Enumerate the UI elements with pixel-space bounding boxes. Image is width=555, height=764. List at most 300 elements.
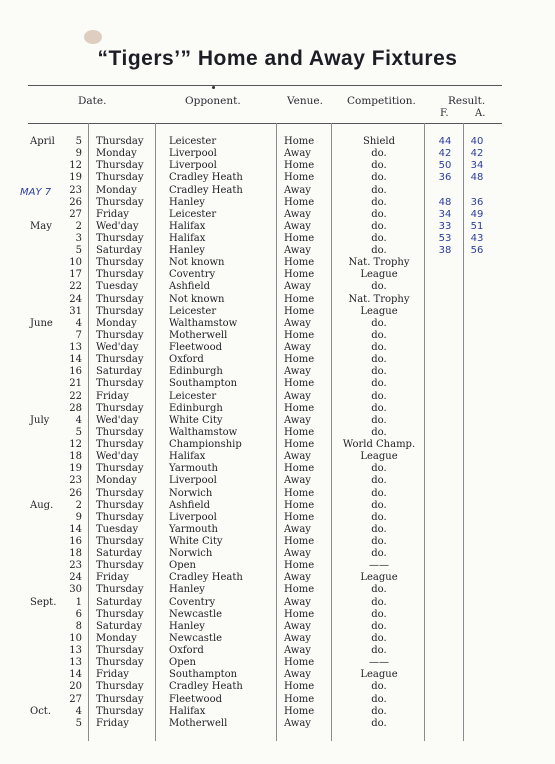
fixture-opponent: Ashfield — [169, 499, 210, 511]
fixture-weekday: Thursday — [96, 693, 144, 705]
header-against: A. — [475, 108, 486, 119]
fixture-competition: do. — [371, 402, 387, 414]
fixture-opponent: Hanley — [169, 196, 205, 208]
fixture-competition: do. — [371, 329, 387, 341]
fixture-day: 5 — [75, 136, 82, 147]
fixture-competition: do. — [371, 390, 387, 402]
fixture-day: 28 — [69, 402, 82, 414]
fixture-opponent: Newcastle — [169, 632, 223, 644]
fixture-weekday: Wed'day — [96, 342, 139, 353]
header-opponent: Opponent. — [185, 95, 241, 107]
fixture-row — [0, 294, 555, 306]
fixture-day: 20 — [69, 681, 82, 693]
fixture-day: 19 — [69, 463, 82, 475]
fixture-opponent: Oxford — [169, 354, 204, 366]
fixture-row — [0, 633, 555, 645]
fixture-day: 18 — [69, 548, 82, 560]
fixture-day: 2 — [75, 220, 82, 232]
fixture-venue: Home — [284, 584, 315, 596]
fixture-row — [0, 366, 555, 378]
fixture-competition: —— — [369, 657, 389, 669]
fixture-weekday: Thursday — [96, 269, 144, 281]
fixture-opponent: Ashfield — [169, 281, 210, 293]
fixture-competition: do. — [371, 172, 387, 184]
fixture-day: 30 — [69, 584, 82, 596]
fixture-weekday: Friday — [96, 572, 129, 584]
result-for: 34 — [438, 208, 452, 220]
fixture-venue: Home — [284, 608, 315, 620]
fixture-row — [0, 609, 555, 621]
fixture-day: 14 — [69, 669, 82, 681]
result-against: 34 — [470, 160, 484, 172]
fixture-row — [0, 584, 555, 596]
fixture-competition: do. — [371, 523, 387, 535]
fixture-opponent: Edinburgh — [169, 402, 223, 414]
fixture-day: 6 — [75, 608, 82, 620]
fixture-opponent: Leicester — [169, 136, 217, 147]
fixture-venue: Away — [284, 717, 311, 729]
fixture-competition: do. — [371, 354, 387, 366]
fixture-day: 10 — [69, 257, 82, 269]
fixture-venue: Home — [284, 172, 315, 184]
fixture-row — [0, 475, 555, 487]
fixture-competition: League — [360, 572, 398, 584]
fixture-row — [0, 451, 555, 463]
fixture-opponent: Norwich — [169, 487, 213, 499]
fixture-day: 7 — [75, 329, 82, 341]
fixture-weekday: Thursday — [96, 160, 144, 172]
fixture-weekday: Monday — [96, 317, 137, 329]
fixture-weekday: Thursday — [96, 705, 144, 717]
fixture-weekday: Thursday — [96, 293, 144, 305]
fixture-weekday: Thursday — [96, 426, 144, 438]
fixture-row — [0, 148, 555, 160]
fixture-competition: do. — [371, 233, 387, 244]
fixture-competition: do. — [371, 705, 387, 717]
fixture-weekday: Wed'day — [96, 414, 139, 426]
header-for: F. — [440, 108, 449, 119]
fixture-month: Oct. — [30, 705, 51, 717]
fixture-day: 5 — [75, 717, 82, 729]
fixture-day: 9 — [75, 148, 82, 160]
fixture-competition: —— — [369, 560, 389, 572]
fixture-weekday: Saturday — [96, 548, 143, 560]
fixture-opponent: Cradley Heath — [169, 172, 243, 184]
fixture-weekday: Wed'day — [96, 451, 139, 463]
fixture-weekday: Thursday — [96, 511, 144, 523]
fixture-opponent: Walthamstow — [169, 426, 238, 438]
fixture-day: 27 — [69, 208, 82, 220]
stain-mark — [84, 30, 102, 44]
ink-dot — [212, 86, 215, 89]
fixture-opponent: Leicester — [169, 305, 217, 317]
fixture-venue: Home — [284, 499, 315, 511]
fixture-weekday: Thursday — [96, 560, 144, 572]
fixture-competition: do. — [371, 342, 387, 353]
fixture-row — [0, 221, 555, 233]
fixture-row — [0, 330, 555, 342]
fixture-competition: do. — [371, 681, 387, 693]
fixture-month: April — [30, 136, 55, 147]
fixture-venue: Away — [284, 632, 311, 644]
fixture-weekday: Tuesday — [96, 523, 139, 535]
fixture-row — [0, 669, 555, 681]
fixture-day: 12 — [69, 439, 82, 450]
fixture-competition: do. — [371, 548, 387, 560]
fixture-opponent: Hanley — [169, 245, 205, 257]
fixture-weekday: Thursday — [96, 487, 144, 499]
fixture-venue: Home — [284, 196, 315, 208]
fixture-opponent: Halifax — [169, 220, 206, 232]
result-against: 36 — [470, 196, 484, 208]
fixture-row — [0, 415, 555, 427]
fixture-day: 3 — [75, 233, 82, 244]
fixture-opponent: Oxford — [169, 645, 204, 656]
fixture-competition: do. — [371, 620, 387, 632]
fixture-weekday: Monday — [96, 148, 137, 160]
page-title: “Tigers’” Home and Away Fixtures — [97, 47, 458, 70]
fixture-venue: Away — [284, 390, 311, 402]
fixture-row — [0, 560, 555, 572]
fixture-opponent: Hanley — [169, 620, 205, 632]
fixture-opponent: Edinburgh — [169, 366, 223, 378]
fixture-competition: World Champ. — [342, 439, 416, 450]
fixture-weekday: Thursday — [96, 463, 144, 475]
fixture-day: 12 — [69, 160, 82, 172]
fixture-day: 22 — [69, 390, 82, 402]
fixture-row — [0, 172, 555, 184]
fixture-row — [0, 500, 555, 512]
fixture-opponent: Cradley Heath — [169, 184, 243, 196]
fixture-day: 5 — [75, 426, 82, 438]
fixture-row — [0, 621, 555, 633]
fixture-weekday: Friday — [96, 390, 129, 402]
fixture-competition: do. — [371, 317, 387, 329]
fixture-opponent: Walthamstow — [169, 317, 238, 329]
fixture-opponent: Open — [169, 560, 196, 572]
fixture-competition: do. — [371, 632, 387, 644]
fixture-day: 13 — [69, 657, 82, 669]
fixture-day: 9 — [75, 511, 82, 523]
fixture-opponent: Newcastle — [169, 608, 223, 620]
fixture-venue: Home — [284, 657, 315, 669]
fixture-opponent: Halifax — [169, 451, 206, 463]
fixture-opponent: Yarmouth — [169, 463, 218, 475]
fixture-day: 21 — [69, 378, 82, 390]
fixture-row — [0, 281, 555, 293]
fixture-competition: do. — [371, 148, 387, 160]
handwritten-date-note: MAY 7 — [20, 187, 52, 198]
fixture-venue: Away — [284, 475, 311, 487]
fixture-competition: do. — [371, 608, 387, 620]
fixture-venue: Away — [284, 669, 311, 681]
fixture-venue: Away — [284, 317, 311, 329]
fixture-weekday: Monday — [96, 475, 137, 487]
fixture-opponent: Liverpool — [169, 148, 217, 160]
fixture-weekday: Thursday — [96, 681, 144, 693]
fixture-row — [0, 354, 555, 366]
fixture-opponent: Liverpool — [169, 160, 217, 172]
fixture-row — [0, 342, 555, 354]
fixture-row — [0, 136, 555, 148]
result-for: 50 — [438, 160, 452, 172]
fixture-day: 23 — [69, 475, 82, 487]
fixture-competition: do. — [371, 487, 387, 499]
fixture-row — [0, 488, 555, 500]
fixture-row — [0, 306, 555, 318]
result-against: 42 — [470, 148, 484, 160]
fixture-venue: Away — [284, 208, 311, 220]
fixture-day: 23 — [69, 184, 82, 196]
fixture-venue: Away — [284, 342, 311, 353]
fixture-day: 2 — [75, 499, 82, 511]
fixture-day: 5 — [75, 245, 82, 257]
fixture-row — [0, 245, 555, 257]
fixture-day: 1 — [75, 596, 82, 608]
fixture-competition: do. — [371, 693, 387, 705]
fixture-opponent: Liverpool — [169, 475, 217, 487]
fixture-venue: Home — [284, 705, 315, 717]
fixture-weekday: Friday — [96, 208, 129, 220]
fixture-month: June — [30, 317, 53, 329]
fixture-venue: Away — [284, 572, 311, 584]
fixture-row — [0, 694, 555, 706]
header-date: Date. — [78, 95, 107, 107]
fixture-weekday: Thursday — [96, 378, 144, 390]
fixture-row — [0, 391, 555, 403]
fixture-competition: do. — [371, 366, 387, 378]
fixture-competition: do. — [371, 475, 387, 487]
fixture-weekday: Thursday — [96, 136, 144, 147]
fixture-venue: Away — [284, 548, 311, 560]
fixture-opponent: Southampton — [169, 669, 238, 681]
fixture-day: 24 — [69, 572, 82, 584]
fixture-competition: do. — [371, 596, 387, 608]
fixture-venue: Home — [284, 487, 315, 499]
fixture-venue: Away — [284, 451, 311, 463]
fixture-venue: Away — [284, 414, 311, 426]
fixture-row — [0, 548, 555, 560]
fixture-row — [0, 378, 555, 390]
fixture-weekday: Thursday — [96, 657, 144, 669]
fixture-opponent: Liverpool — [169, 511, 217, 523]
fixture-competition: do. — [371, 584, 387, 596]
fixture-month: May — [30, 220, 52, 232]
fixture-weekday: Saturday — [96, 596, 143, 608]
fixture-venue: Home — [284, 426, 315, 438]
fixture-venue: Home — [284, 536, 315, 547]
result-for: 53 — [438, 233, 452, 244]
fixture-opponent: Halifax — [169, 705, 206, 717]
fixture-weekday: Saturday — [96, 620, 143, 632]
fixture-venue: Home — [284, 160, 315, 172]
fixture-weekday: Thursday — [96, 233, 144, 244]
fixture-month: Aug. — [30, 499, 54, 511]
fixture-day: 4 — [75, 414, 82, 426]
fixture-competition: do. — [371, 645, 387, 656]
fixture-row — [0, 645, 555, 657]
fixture-competition: do. — [371, 196, 387, 208]
fixture-venue: Home — [284, 511, 315, 523]
fixture-opponent: Yarmouth — [169, 523, 218, 535]
fixture-day: 17 — [69, 269, 82, 281]
fixture-row — [0, 427, 555, 439]
fixture-competition: do. — [371, 499, 387, 511]
fixture-row — [0, 209, 555, 221]
fixture-competition: League — [360, 269, 398, 281]
fixture-opponent: Southampton — [169, 378, 238, 390]
fixture-weekday: Thursday — [96, 608, 144, 620]
fixture-venue: Home — [284, 439, 315, 450]
fixture-venue: Away — [284, 523, 311, 535]
fixture-day: 10 — [69, 632, 82, 644]
fixture-venue: Away — [284, 596, 311, 608]
fixture-venue: Home — [284, 560, 315, 572]
fixture-day: 26 — [69, 487, 82, 499]
fixture-venue: Home — [284, 463, 315, 475]
fixture-row — [0, 185, 555, 197]
fixture-row — [0, 160, 555, 172]
header-top-rule — [28, 85, 502, 86]
fixture-venue: Home — [284, 257, 315, 269]
fixture-row — [0, 318, 555, 330]
fixture-opponent: Championship — [169, 439, 242, 450]
fixture-row — [0, 718, 555, 730]
fixture-day: 26 — [69, 196, 82, 208]
fixture-competition: League — [360, 451, 398, 463]
fixture-competition: do. — [371, 511, 387, 523]
fixture-day: 13 — [69, 645, 82, 656]
fixture-weekday: Thursday — [96, 402, 144, 414]
fixture-row — [0, 681, 555, 693]
fixture-competition: do. — [371, 281, 387, 293]
fixture-row — [0, 536, 555, 548]
fixture-day: 19 — [69, 172, 82, 184]
fixture-competition: do. — [371, 717, 387, 729]
fixture-competition: do. — [371, 245, 387, 257]
fixture-venue: Home — [284, 269, 315, 281]
fixture-venue: Home — [284, 293, 315, 305]
fixture-day: 23 — [69, 560, 82, 572]
fixture-weekday: Thursday — [96, 439, 144, 450]
result-against: 49 — [470, 208, 484, 220]
fixture-weekday: Thursday — [96, 645, 144, 656]
fixture-row — [0, 439, 555, 451]
fixture-opponent: Leicester — [169, 390, 217, 402]
header-competition: Competition. — [347, 95, 416, 107]
fixture-competition: do. — [371, 536, 387, 547]
fixture-opponent: Motherwell — [169, 717, 228, 729]
fixture-venue: Home — [284, 693, 315, 705]
result-for: 44 — [438, 136, 452, 147]
fixture-day: 27 — [69, 693, 82, 705]
fixture-opponent: Norwich — [169, 548, 213, 560]
fixture-venue: Home — [284, 402, 315, 414]
fixture-venue: Away — [284, 220, 311, 232]
fixture-competition: Nat. Trophy — [348, 257, 410, 269]
fixture-weekday: Tuesday — [96, 281, 139, 293]
fixture-weekday: Thursday — [96, 257, 144, 269]
result-against: 43 — [470, 233, 484, 244]
fixture-venue: Home — [284, 329, 315, 341]
header-bottom-rule — [28, 123, 502, 124]
fixture-row — [0, 706, 555, 718]
fixture-weekday: Thursday — [96, 354, 144, 366]
result-against: 56 — [470, 245, 484, 257]
fixture-venue: Away — [284, 148, 311, 160]
fixture-competition: do. — [371, 378, 387, 390]
fixture-opponent: Not known — [169, 257, 225, 269]
fixture-weekday: Thursday — [96, 329, 144, 341]
fixture-competition: do. — [371, 184, 387, 196]
fixture-row — [0, 463, 555, 475]
fixture-day: 22 — [69, 281, 82, 293]
fixture-venue: Away — [284, 366, 311, 378]
fixture-row — [0, 524, 555, 536]
fixture-month: July — [30, 414, 50, 426]
fixture-competition: do. — [371, 220, 387, 232]
fixture-weekday: Thursday — [96, 584, 144, 596]
result-against: 48 — [470, 172, 484, 184]
fixture-opponent: Leicester — [169, 208, 217, 220]
fixture-day: 14 — [69, 523, 82, 535]
fixture-opponent: Fleetwood — [169, 342, 222, 353]
fixture-row — [0, 197, 555, 209]
fixture-competition: League — [360, 305, 398, 317]
fixture-opponent: White City — [169, 414, 223, 426]
fixture-competition: do. — [371, 463, 387, 475]
fixture-weekday: Monday — [96, 184, 137, 196]
result-against: 51 — [470, 220, 484, 232]
fixture-row — [0, 597, 555, 609]
fixture-venue: Home — [284, 681, 315, 693]
fixture-weekday: Thursday — [96, 172, 144, 184]
fixture-month: Sept. — [30, 596, 57, 608]
fixture-day: 8 — [75, 620, 82, 632]
fixture-weekday: Monday — [96, 632, 137, 644]
fixture-weekday: Saturday — [96, 366, 143, 378]
fixture-opponent: Not known — [169, 293, 225, 305]
fixture-venue: Home — [284, 378, 315, 390]
fixture-venue: Away — [284, 245, 311, 257]
fixture-opponent: Open — [169, 657, 196, 669]
fixture-venue: Home — [284, 305, 315, 317]
result-for: 42 — [438, 148, 452, 160]
fixture-venue: Home — [284, 354, 315, 366]
fixture-day: 16 — [69, 536, 82, 547]
fixture-row — [0, 512, 555, 524]
fixture-row — [0, 269, 555, 281]
header-venue: Venue. — [287, 95, 323, 107]
fixture-day: 4 — [75, 705, 82, 717]
fixture-row — [0, 572, 555, 584]
result-for: 36 — [438, 172, 452, 184]
fixture-venue: Away — [284, 184, 311, 196]
fixture-row — [0, 403, 555, 415]
result-against: 40 — [470, 136, 484, 147]
fixture-competition: do. — [371, 426, 387, 438]
fixture-opponent: Coventry — [169, 269, 216, 281]
fixture-day: 14 — [69, 354, 82, 366]
result-for: 33 — [438, 220, 452, 232]
fixture-competition: do. — [371, 160, 387, 172]
fixture-day: 4 — [75, 317, 82, 329]
fixture-venue: Away — [284, 281, 311, 293]
fixture-weekday: Saturday — [96, 245, 143, 257]
fixture-competition: do. — [371, 208, 387, 220]
fixture-weekday: Thursday — [96, 499, 144, 511]
fixture-competition: Nat. Trophy — [348, 293, 410, 305]
